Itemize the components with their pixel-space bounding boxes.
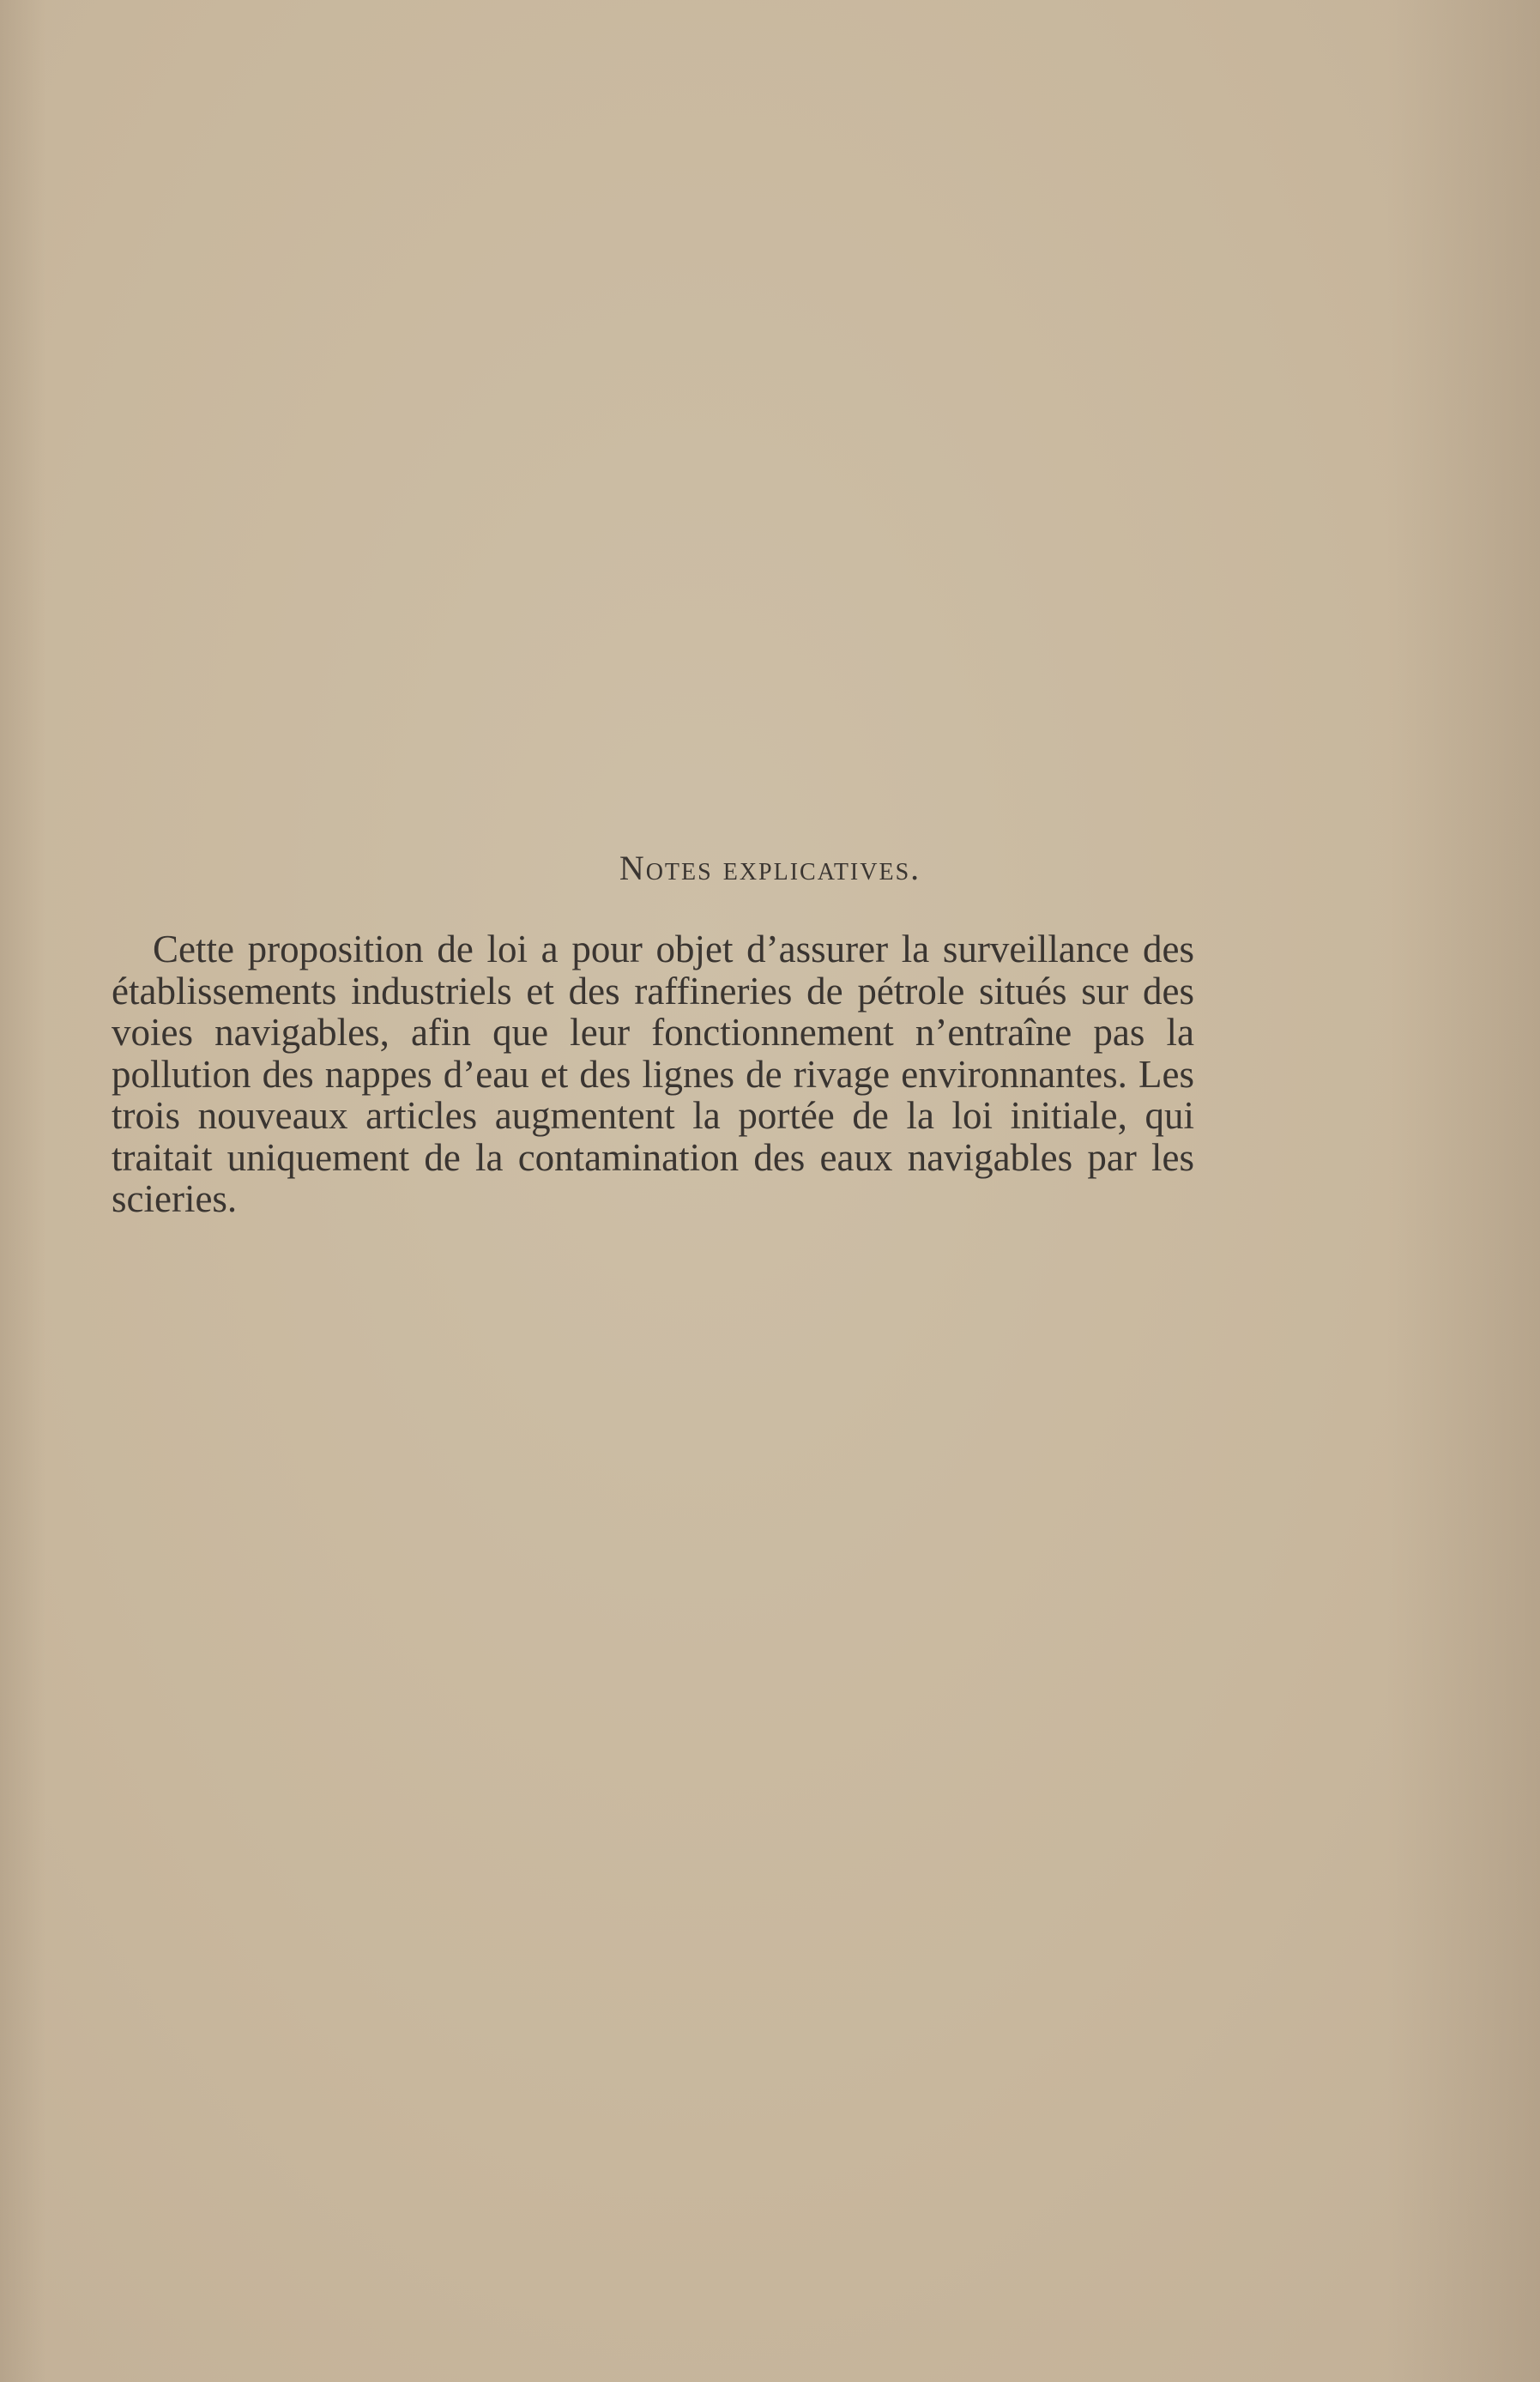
section-heading: Notes explicatives. (619, 849, 921, 887)
explanatory-paragraph: Cette proposition de loi a pour objet d’assurer la surveillance des établissements industriels et des raffineries de pétrole situés sur des voies navigables, afin que leur fonctionnement n’entraîne pas la pollution des nappes d’eau et des lignes de rivage environnantes. Les trois nouveaux articles augmentent la portée de la loi initiale, qui traitait uniquement de la contamination des eaux navigables par les scieries. (112, 928, 1194, 1220)
